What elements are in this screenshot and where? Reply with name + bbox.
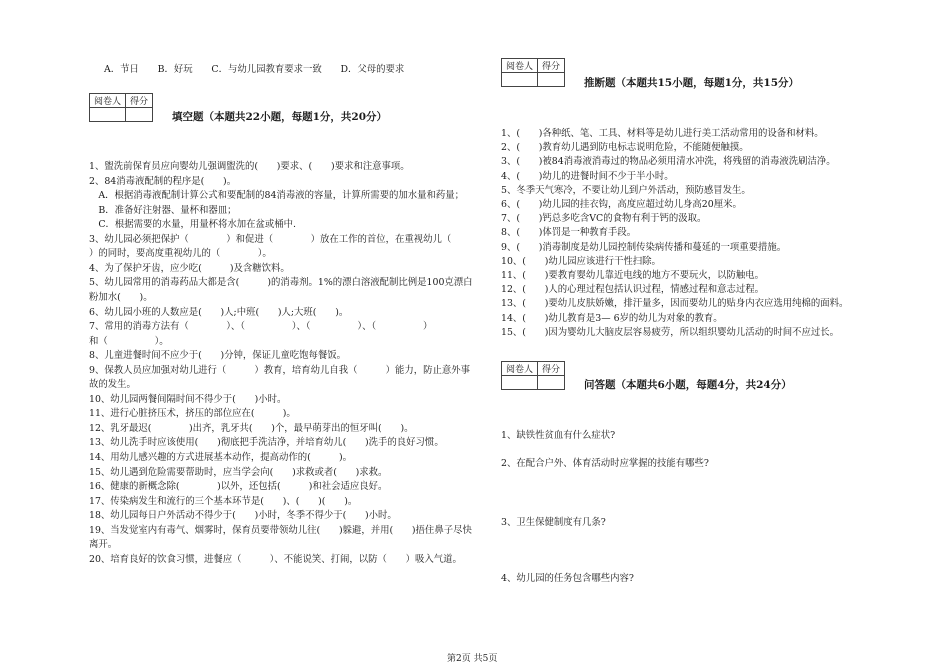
fill-question-line: 3、幼儿园必须把保护（ ）和促进（ ）放在工作的首位，在重视幼儿（ — [89, 233, 452, 245]
fill-question-line: 19、当发觉室内有毒气、烟雾时，保育员要带领幼儿往( )躲避，并用( )捂住鼻子尽快 — [89, 524, 472, 536]
question-options-line: A．节日 B．好玩 C．与幼儿园教育要求一致 D．父母的要求 — [104, 64, 405, 75]
judge-question-line: 4、( )幼儿的进餐时间不少于半小时。 — [501, 170, 674, 182]
judge-question-line: 3、( )被84消毒液消毒过的物品必须用清水冲洗，将残留的消毒液洗刷洁净。 — [501, 156, 836, 168]
fill-question-line: 5、幼儿园常用的消毒药品大都是含( )的消毒剂。1%的漂白溶液配制比例是100克漂白 — [89, 277, 473, 289]
judge-question-line: 1、( )各种纸、笔、工具、材料等是幼儿进行美工活动常用的设备和材料。 — [501, 128, 824, 139]
fill-question-line: 14、用幼儿感兴趣的方式进展基本动作，提高动作的( )。 — [89, 452, 352, 463]
fill-question-line: 6、幼儿园小班的人数应是( )人;中班( )人;大班( )。 — [89, 306, 349, 318]
judge-question-line: 9、( )消毒制度是幼儿园控制传染病传播和蔓延的一项重要措施。 — [501, 241, 787, 253]
fill-question-line: ）的同时，要高度重视幼儿的（ ）。 — [89, 248, 272, 260]
fill-question-line: 和（ ）。 — [89, 335, 169, 347]
score-label: 得分 — [538, 59, 565, 73]
judge-question-line: 10、( )幼儿园应该进行干性扫除。 — [501, 255, 661, 267]
qa-section-title: 问答题（本题共6小题，每题4分，共24分） — [584, 379, 792, 391]
fill-question-line: 11、进行心脏挤压术，挤压的部位应在( )。 — [89, 408, 296, 420]
judge-question-line: 11、( )要教育婴幼儿靠近电线的地方不要玩火，以防触电。 — [501, 270, 764, 281]
fill-question-line: 粉加水( )。 — [89, 291, 153, 303]
judge-question-line: 14、( )幼儿教育是3— 6岁的幼儿为对象的教育。 — [501, 312, 723, 324]
judge-question-line: 15、( )因为婴幼儿大脑皮层容易疲劳，所以组织婴幼儿活动的时间不应过长。 — [501, 326, 839, 338]
fill-question-line: 离开。 — [89, 539, 118, 551]
reviewer-label: 阅卷人 — [502, 59, 538, 73]
reviewer-label: 阅卷人 — [90, 94, 126, 108]
qa-question-line: 1、缺铁性贫血有什么症状? — [501, 430, 616, 441]
fill-question-line: C．根据需要的水量，用量杯将水加在盆或桶中. — [89, 219, 297, 231]
fill-question-line: 故的发生。 — [89, 379, 136, 391]
score-box-judge — [501, 58, 565, 87]
judge-question-line: 13、( )要幼儿皮肤娇嫩，排汗量多，因而要幼儿的贴身内衣应选用纯棉的面料。 — [501, 298, 849, 310]
fill-question-line: 12、乳牙最迟( )出齐，乳牙共( )个，最早萌芽出的恒牙叫( )。 — [89, 422, 414, 434]
fill-question-line: 17、传染病发生和流行的三个基本环节是( )、( )( )。 — [89, 495, 358, 507]
fill-question-line: 7、常用的消毒方法有（ ）、（ ）、（ ）、（ ） — [89, 321, 433, 333]
fill-question-line: A．根据消毒液配制计算公式和要配制的84消毒液的容量，计算所需要的加水量和药量； — [89, 190, 464, 202]
fill-question-line: 10、幼儿园两餐间隔时间不得少于( )小时。 — [89, 393, 287, 405]
reviewer-label: 阅卷人 — [502, 362, 538, 376]
fill-question-line: 8、儿童进餐时间不应少于( )分钟，保证儿童吃饱每餐饭。 — [89, 350, 347, 362]
score-box-qa — [501, 361, 565, 390]
fill-question-line: 4、为了保护牙齿，应少吃( )及含糖饮料。 — [89, 262, 290, 274]
qa-question-line: 3、卫生保健制度有几条? — [501, 517, 606, 528]
fill-question-line: 2、84消毒液配制的程序是( )。 — [89, 175, 237, 187]
fill-question-line: 15、幼儿遇到危险需要帮助时，应当学会向( )求救或者( )求救。 — [89, 466, 388, 478]
qa-question-line: 2、在配合户外、体育活动时应掌握的技能有哪些? — [501, 458, 709, 469]
fill-question-line: B．准备好注射器、量杯和器皿； — [89, 204, 237, 216]
qa-question-line: 4、幼儿园的任务包含哪些内容? — [501, 573, 634, 584]
judge-question-line: 2、( )教育幼儿遇到防电标志说明危险，不能随便触摸。 — [501, 142, 749, 154]
score-label: 得分 — [126, 94, 153, 108]
fill-section-title: 填空题（本题共22小题，每题1分，共20分） — [172, 111, 388, 123]
judge-question-line: 5、冬季天气寒冷，不要让幼儿到户外活动，预防感冒发生。 — [501, 184, 751, 196]
judge-question-line: 8、( )体罚是一种教育手段。 — [501, 227, 637, 239]
score-box-fill — [89, 93, 153, 122]
judge-question-line: 6、( )幼儿园的挂衣钩，高度应超过幼儿身高20厘米。 — [501, 199, 742, 210]
judge-question-line: 7、( )钙总多吃含VC的食物有利于钙的汲取。 — [501, 213, 707, 225]
fill-question-line: 18、幼儿园每日户外活动不得少于( )小时，冬季不得少于( )小时。 — [89, 510, 397, 522]
score-label: 得分 — [538, 362, 565, 376]
page-footer: 第2页 共5页 — [447, 654, 498, 664]
fill-question-line: 1、盥洗前保育员应向婴幼儿强调盥洗的( )要求、( )要求和注意事项。 — [89, 161, 410, 172]
fill-question-line: 16、健康的新概念除( )以外，还包括( )和社会适应良好。 — [89, 481, 388, 493]
judge-section-title: 推断题（本题共15小题，每题1分，共15分） — [584, 77, 800, 89]
fill-question-line: 20、培育良好的饮食习惯，进餐应（ ）、不能说笑、打闹，以防（ ）吸入气道。 — [89, 553, 462, 565]
fill-question-line: 13、幼儿洗手时应该使用( )彻底把手洗洁净，并培育幼儿( )洗手的良好习惯。 — [89, 437, 444, 449]
fill-question-line: 9、保教人员应加强对幼儿进行（ ）教育，培育幼儿自我（ ）能力，防止意外事 — [89, 364, 470, 376]
judge-question-line: 12、( )人的心理过程包括认识过程，情感过程和意志过程。 — [501, 284, 764, 296]
